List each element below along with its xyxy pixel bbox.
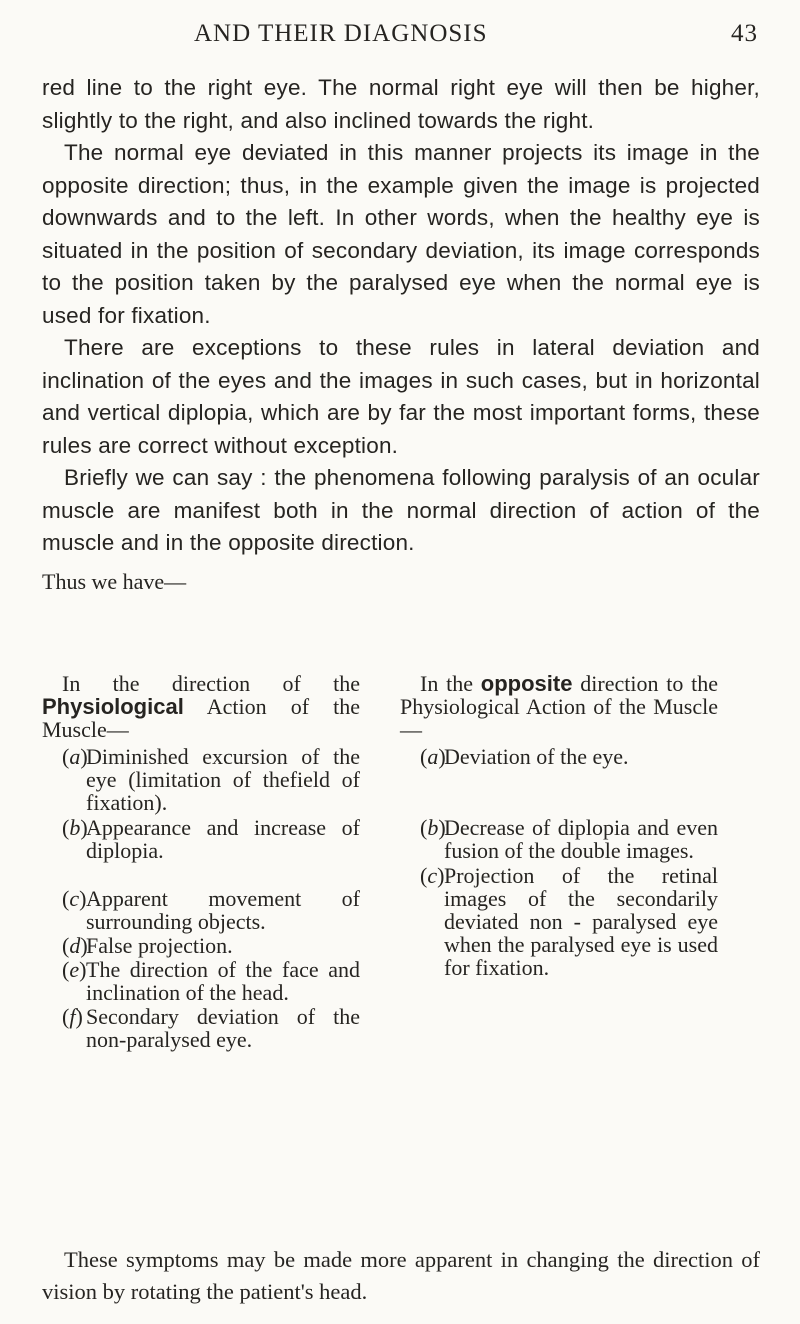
item-label: c [69, 886, 80, 911]
item-label: a [427, 744, 439, 769]
item-text: Secondary deviation of the non-paralysed eye. [86, 1004, 360, 1052]
closing-text: These symptoms may be made more apparent in changing the direction of vision by rotating the patient's head. [42, 1247, 760, 1304]
item-label: a [69, 744, 81, 769]
right-item-b: (b) Decrease of diplopia and even fusion of the double images. [420, 815, 718, 863]
item-label: c [427, 863, 438, 888]
item-text: The direction of the face and inclination of the head. [86, 957, 360, 1005]
right-item-c: (c) Projection of the retinal images of the secondarily deviated non - paralysed eye when the paralysed eye is used for fixation. [420, 863, 718, 980]
left-item-c: (c) Apparent movement of surrounding objects. [62, 886, 360, 934]
running-head: AND THEIR DIAGNOSIS [194, 20, 488, 47]
right-heading-pre: In the [420, 671, 473, 696]
left-item-b: (b) Appearance and increase of diplopia. [62, 815, 360, 863]
item-text: False projection. [86, 933, 233, 958]
closing-paragraph [42, 1244, 760, 1308]
item-text: Decrease of diplopia and even fusion of the double images. [444, 815, 718, 863]
page-header [0, 20, 800, 60]
item-label: d [69, 933, 81, 958]
paragraph-4: Briefly we can say : the phenomena following paralysis of an ocular muscle are manifest both in the normal direction of action of the muscle and in the opposite direction. [42, 465, 760, 555]
paragraph-2: The normal eye deviated in this manner projects its image in the opposite direction; thus, in the example given the image is projected downwards and to the left. In other words, when the healthy eye is situated in the position of secondary deviation, its image corresponds to the position taken by the paralysed eye when the normal eye is used for fixation. [42, 140, 760, 328]
left-column-heading [42, 672, 360, 741]
right-item-a: (a) Deviation of the eye. [420, 744, 629, 769]
item-text: Diminished excursion of the eye (limitation of thefield of fixation). [86, 744, 360, 815]
item-text: Appearance and increase of diplopia. [86, 815, 360, 863]
right-column [400, 672, 718, 979]
right-heading-bold: opposite [480, 671, 573, 696]
item-text: Apparent movement of surrounding objects. [86, 886, 360, 934]
item-label: f [69, 1004, 76, 1029]
item-text: Deviation of the eye. [444, 744, 629, 769]
item-label: b [69, 815, 81, 840]
left-heading-pre: In the direction of the [62, 671, 360, 696]
paragraph-1: red line to the right eye. The normal right eye will then be higher, slightly to the right, and also inclined towards the right. [42, 75, 760, 133]
left-item-e: (e) The direction of the face and inclination of the head. [62, 957, 360, 1005]
item-label: b [427, 815, 439, 840]
paragraph-5: Thus we have— [42, 568, 187, 594]
left-heading-bold: Physiological [42, 694, 184, 719]
right-column-heading [400, 672, 718, 741]
item-text: Projection of the retinal images of the secondarily deviated non - paralysed eye when the paralysed eye is used for fixation. [444, 863, 718, 980]
paragraph-3: There are exceptions to these rules in lateral deviation and inclination of the eyes and the images in such cases, but in horizontal and vertical diplopia, which are by far the most important forms, these rules are correct without exception. [42, 335, 760, 458]
left-item-d: (d) False projection. [62, 933, 233, 958]
left-item-a: (a) Diminished excursion of the eye (limitation of thefield of fixation). [62, 744, 360, 815]
page-number: 43 [731, 20, 758, 47]
left-column [42, 672, 360, 1051]
left-heading-post: Action of the Muscle— [42, 694, 360, 742]
left-item-f: (f) Secondary deviation of the non-paralysed eye. [62, 1004, 360, 1052]
right-heading-post: direction to the Physiological Action of the Muscle— [400, 671, 719, 742]
body-text [42, 72, 760, 598]
item-label: e [69, 957, 80, 982]
